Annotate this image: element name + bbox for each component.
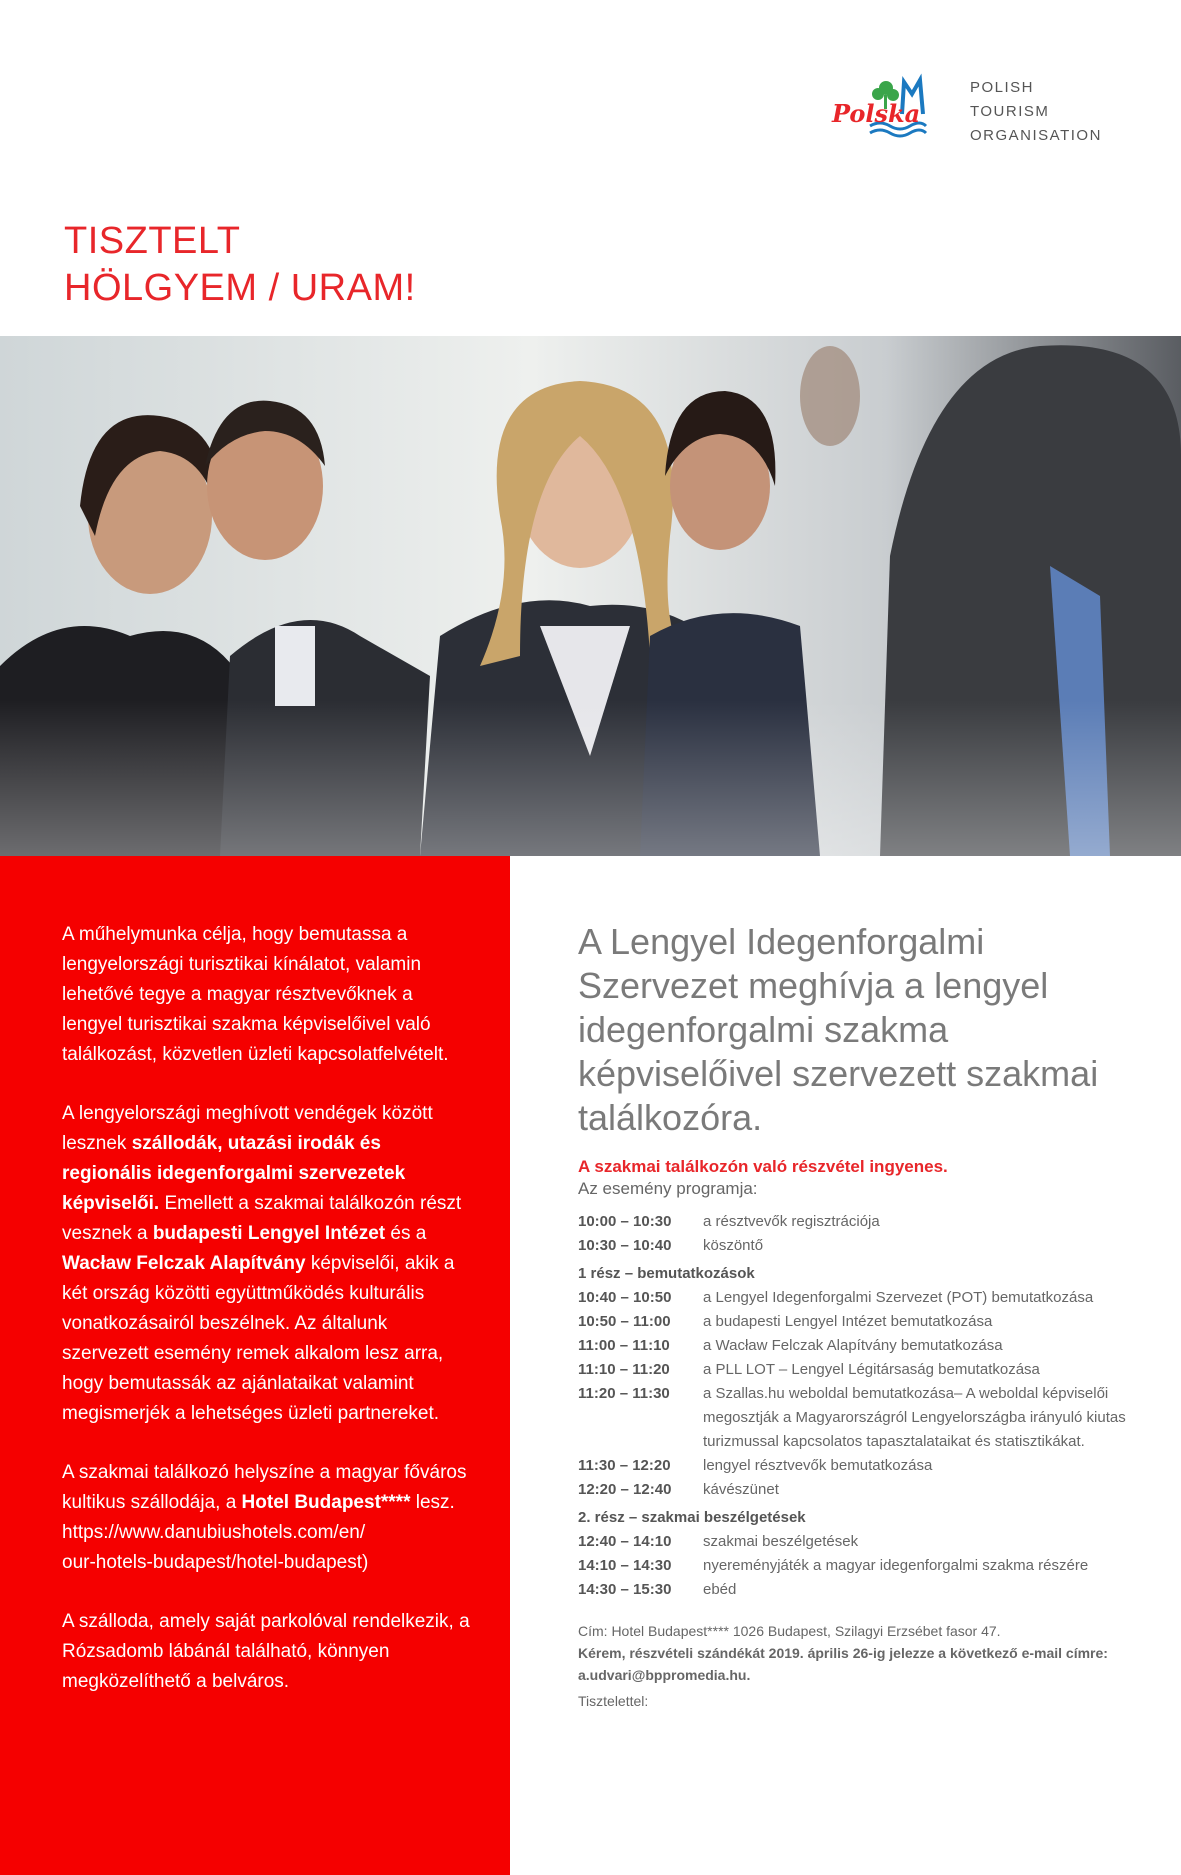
schedule-block-0 xyxy=(578,1210,1138,1258)
section-1-heading: 1 rész – bemutatkozások xyxy=(578,1265,755,1282)
schedule-time: 10:30 – 10:40 xyxy=(578,1237,672,1254)
schedule-row xyxy=(578,1382,1138,1454)
schedule-row xyxy=(578,1478,1138,1502)
schedule-desc: a Wacław Felczak Alapítvány bemutatkozása xyxy=(703,1337,1003,1354)
schedule-row xyxy=(578,1334,1138,1358)
rsvp-note: Kérem, részvételi szándékát 2019. április 26-ig jelezze a következő e-mail címre: xyxy=(578,1645,1108,1661)
intro-paragraph-1: A műhelymunka célja, hogy bemutassa a lengyelországi turisztikai kínálatot, valamin lehetővé tegye a magyar résztvevőknek a lengyel turisztikai szakma képviselőivel való találkozást, közvetlen üzleti kapcsolatfelvételt. xyxy=(62,924,449,1065)
schedule-desc: kávészünet xyxy=(703,1481,779,1498)
address: Cím: Hotel Budapest**** 1026 Budapest, Szilagyi Erzsébet fasor 47. xyxy=(578,1623,1001,1639)
schedule-row xyxy=(578,1358,1138,1382)
free-participation-note: A szakmai találkozón való részvétel ingyenes. xyxy=(578,1157,948,1176)
schedule-row xyxy=(578,1454,1138,1478)
audience-illustration xyxy=(0,336,1181,856)
schedule-block-2 xyxy=(578,1530,1138,1602)
schedule-desc: szakmai beszélgetések xyxy=(703,1533,859,1550)
schedule-time: 11:20 – 11:30 xyxy=(578,1385,670,1402)
polska-logo-icon xyxy=(830,70,960,150)
schedule-desc: a budapesti Lengyel Intézet bemutatkozása xyxy=(703,1313,993,1330)
schedule-row xyxy=(578,1286,1138,1310)
schedule-time: 10:40 – 10:50 xyxy=(578,1289,672,1306)
section-2-heading: 2. rész – szakmai beszélgetések xyxy=(578,1509,806,1526)
invitation-headline: A Lengyel Idegenforgalmi Szervezet meghívja a lengyel idegenforgalmi szakma képviselőivel szervezett szakmai találkozóra. xyxy=(578,921,1099,1138)
logo-line-1: POLISH xyxy=(970,79,1035,96)
footer-info xyxy=(578,1620,1138,1712)
schedule-desc: a Lengyel Idegenforgalmi Szervezet (POT) bemutatkozása xyxy=(703,1289,1094,1306)
schedule-time: 14:30 – 15:30 xyxy=(578,1581,672,1598)
intro-paragraph-4: A szálloda, amely saját parkolóval rendelkezik, a Rózsadomb lábánál található, könnyen megközelíthető a belváros. xyxy=(62,1611,470,1692)
schedule-desc: köszöntő xyxy=(703,1237,764,1254)
schedule-desc: a résztvevők regisztrációja xyxy=(703,1213,880,1230)
polska-wordmark: Polska xyxy=(832,99,921,128)
greeting-line-2: HÖLGYEM / URAM! xyxy=(64,267,416,309)
schedule-row xyxy=(578,1578,1138,1602)
schedule-row xyxy=(578,1530,1138,1554)
greeting-title xyxy=(64,218,416,312)
closing: Tisztelettel: xyxy=(578,1693,649,1709)
schedule-time: 11:10 – 11:20 xyxy=(578,1361,670,1378)
schedule-desc: ebéd xyxy=(703,1581,737,1598)
schedule-time: 12:20 – 12:40 xyxy=(578,1481,672,1498)
schedule-desc: a PLL LOT – Lengyel Légitársaság bemutatkozása xyxy=(703,1361,1040,1378)
logo-line-3: ORGANISATION xyxy=(970,127,1102,144)
schedule-time: 10:00 – 10:30 xyxy=(578,1213,672,1230)
schedule xyxy=(578,1210,1138,1602)
polish-tourism-logo xyxy=(830,70,1130,160)
schedule-desc: a Szallas.hu weboldal bemutatkozása– A weboldal képviselői megosztják a Magyarországról Lengyelországba irányuló kiutas turizmussal kapcsolatos tapasztalataikat és statisztikákat. xyxy=(703,1385,1126,1450)
intro-text-column xyxy=(62,920,472,1726)
intro-paragraph-3: A szakmai találkozó helyszíne a magyar főváros kultikus szállodája, a Hotel Budapest**** lesz. https://www.danubiushotels.com/en/ our-hotels-budapest/hotel-budapest) xyxy=(62,1462,467,1573)
program-label: Az esemény programja: xyxy=(578,1179,758,1198)
schedule-row xyxy=(578,1210,1138,1234)
logo-line-2: TOURISM xyxy=(970,103,1050,120)
audience-photo xyxy=(0,336,1181,856)
contact-email[interactable]: a.udvari@bppromedia.hu. xyxy=(578,1667,751,1683)
logo-text xyxy=(970,76,1102,148)
schedule-time: 14:10 – 14:30 xyxy=(578,1557,672,1574)
schedule-row xyxy=(578,1310,1138,1334)
schedule-desc: nyereményjáték a magyar idegenforgalmi szakma részére xyxy=(703,1557,1089,1574)
schedule-row xyxy=(578,1234,1138,1258)
hotel-link[interactable]: https://www.danubiushotels.com/en/ xyxy=(62,1522,366,1543)
schedule-row xyxy=(578,1554,1138,1578)
schedule-time: 12:40 – 14:10 xyxy=(578,1533,672,1550)
schedule-desc: lengyel résztvevők bemutatkozása xyxy=(703,1457,933,1474)
schedule-time: 11:00 – 11:10 xyxy=(578,1337,670,1354)
schedule-time: 10:50 – 11:00 xyxy=(578,1313,671,1330)
greeting-line-1: TISZTELT xyxy=(64,220,241,262)
program-column xyxy=(578,920,1138,1712)
schedule-block-1 xyxy=(578,1286,1138,1502)
intro-paragraph-2: A lengyelországi meghívott vendégek között lesznek szállodák, utazási irodák és regionális idegenforgalmi szervezetek képviselői. Emellett a szakmai találkozón részt vesznek a budapesti Lengyel Intézet és a Wacław Felczak Alapítvány képviselői, akik a két ország közötti együttműködés kulturális vonatkozásairól beszélnek. Az általunk szervezett esemény remek alkalom lesz arra, hogy bemutassák az ajánlataikat valamint megismerjék a lehetséges üzleti partnereket. xyxy=(62,1103,462,1424)
schedule-time: 11:30 – 12:20 xyxy=(578,1457,671,1474)
